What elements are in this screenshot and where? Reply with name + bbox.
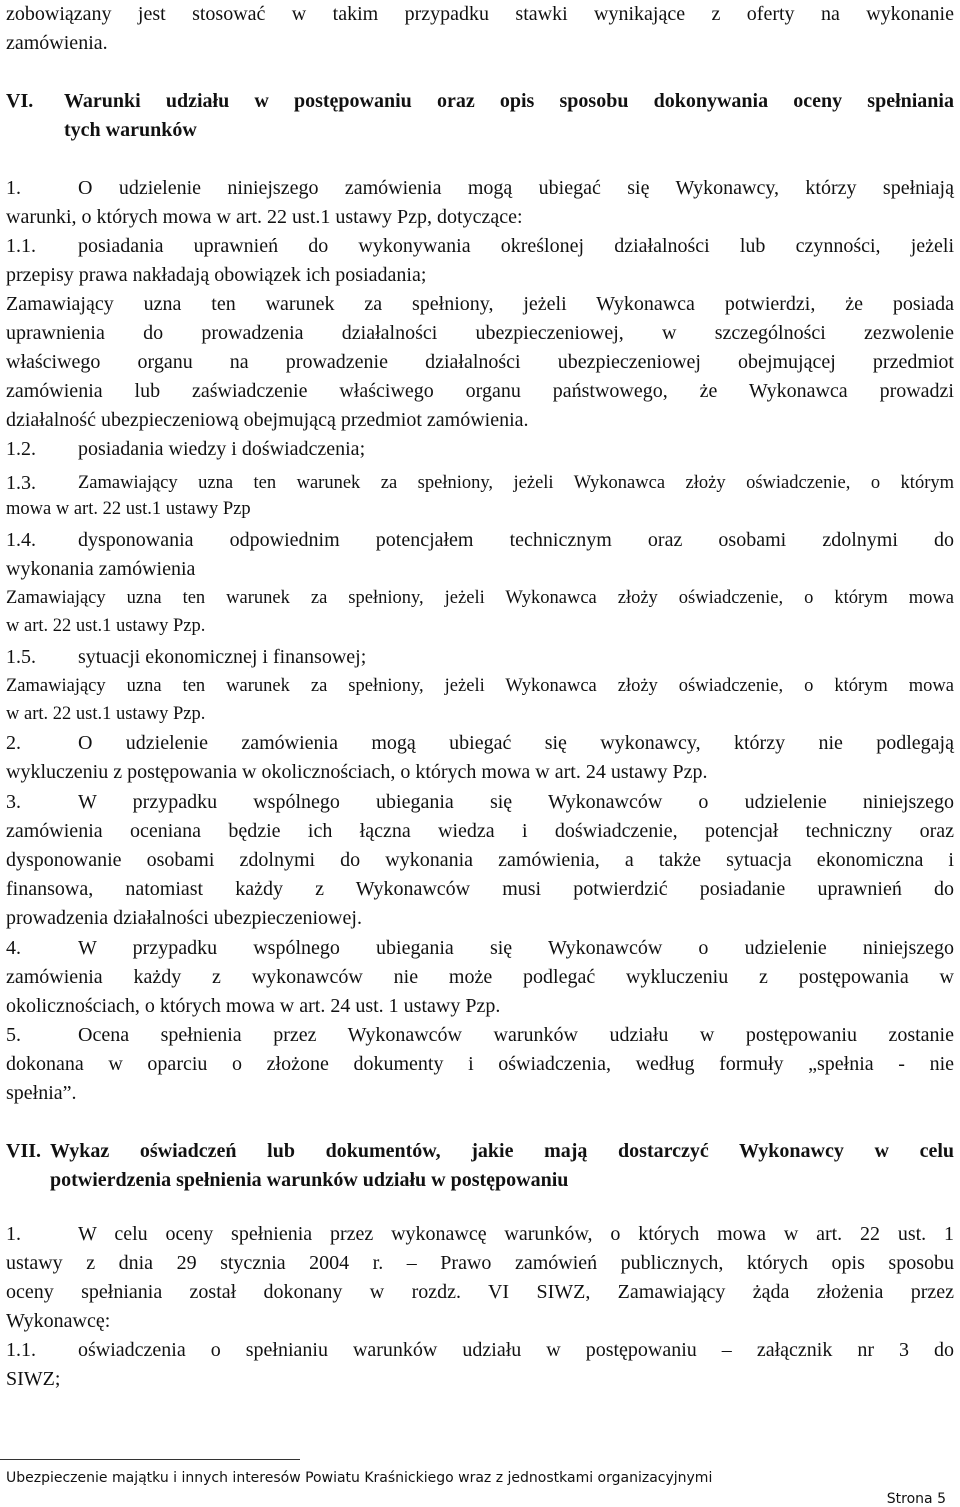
item-4-text-l2: zamówienia każdy z wykonawców nie może podlegać wykluczeniu z postępowania w — [6, 966, 954, 988]
s7-item-1-text: W celu oceny spełnienia przez wykonawcę warunków, o których mowa w art. 22 ust. 1 — [78, 1223, 954, 1245]
intro-line-1: zobowiązany jest stosować w takim przypadku stawki wynikające z oferty na wykonanie — [6, 3, 954, 25]
item-1-5-text-l3: w art. 22 ust.1 ustawy Pzp. — [6, 704, 206, 724]
item-1-3-text-cont: mowa w art. 22 ust.1 ustawy Pzp — [6, 499, 251, 519]
item-2-text: O udzielenie zamówienia mogą ubiegać się wykonawcy, którzy nie podlegają — [78, 732, 954, 754]
item-1-1-text-l5: właściwego organu na prowadzenie działalności ubezpieczeniowej obejmującej przedmiot — [6, 351, 954, 373]
item-1-3-text: Zamawiający uzna ten warunek za spełniony, jeżeli Wykonawca złoży oświadczenie, o którym — [78, 473, 954, 493]
item-4-text-l3: okolicznościach, o których mowa w art. 24 ust. 1 ustawy Pzp. — [6, 995, 501, 1017]
item-1-4-number: 1.4. — [6, 529, 36, 551]
intro-line-2: zamówienia. — [6, 32, 108, 54]
item-1-number: 1. — [6, 177, 21, 199]
item-1-4-text-l2: wykonania zamówienia — [6, 558, 196, 580]
item-2-text-cont: wykluczeniu z postępowania w okolicznościach, o których mowa w art. 24 ustawy Pzp. — [6, 761, 708, 783]
section-6-title: Warunki udziału w postępowaniu oraz opis sposobu dokonywania oceny spełniania — [64, 90, 954, 112]
item-3-text-l3: dysponowanie osobami zdolnymi do wykonania zamówienia, a także sytuacja ekonomiczna i — [6, 849, 954, 871]
item-1-1-text: posiadania uprawnień do wykonywania określonej działalności lub czynności, jeżeli — [78, 235, 954, 257]
item-1-4-text: dysponowania odpowiednim potencjałem technicznym oraz osobami zdolnymi do — [78, 529, 954, 551]
item-4-text: W przypadku wspólnego ubiegania się Wykonawców o udzielenie niniejszego — [78, 937, 954, 959]
item-3-number: 3. — [6, 791, 21, 813]
item-4-number: 4. — [6, 937, 21, 959]
item-1-5-text: sytuacji ekonomicznej i finansowej; — [78, 646, 367, 668]
item-5-text-l2: dokonana w oparciu o złożone dokumenty i oświadczenia, według formuły „spełnia - nie — [6, 1053, 954, 1075]
item-3-text-l5: prowadzenia działalności ubezpieczeniowej. — [6, 907, 362, 929]
section-6-title-cont: tych warunków — [64, 119, 197, 141]
s7-item-1-1-text: oświadczenia o spełnianiu warunków udziału w postępowaniu – załącznik nr 3 do — [78, 1339, 954, 1361]
footer-title: Ubezpieczenie majątku i innych interesów Powiatu Kraśnickiego wraz z jednostkami organizacyjnymi — [6, 1470, 713, 1486]
section-7-title-cont: potwierdzenia spełnienia warunków udziału w postępowaniu — [50, 1169, 569, 1191]
item-1-4-text-l4: w art. 22 ust.1 ustawy Pzp. — [6, 616, 206, 636]
item-3-text-l2: zamówienia oceniana będzie ich łączna wiedza i doświadczenie, potencjał techniczny oraz — [6, 820, 954, 842]
s7-item-1-text-l3: oceny spełniania został dokonany w rozdz. VI SIWZ, Zamawiający żąda złożenia przez — [6, 1281, 954, 1303]
item-1-1-text-l6: zamówienia lub zaświadczenie właściwego organu państwowego, że Wykonawca prowadzi — [6, 380, 954, 402]
item-1-text: O udzielenie niniejszego zamówienia mogą ubiegać się Wykonawcy, którzy spełniają — [78, 177, 954, 199]
page-number: Strona 5 — [886, 1491, 946, 1507]
item-1-text-cont: warunki, o których mowa w art. 22 ust.1 ustawy Pzp, dotyczące: — [6, 206, 523, 228]
item-1-1-text-l3: Zamawiający uzna ten warunek za spełniony, jeżeli Wykonawca potwierdzi, że posiada — [6, 293, 954, 315]
item-1-1-text-l7: działalność ubezpieczeniową obejmującą przedmiot zamówienia. — [6, 409, 529, 431]
s7-item-1-text-l4: Wykonawcę: — [6, 1310, 111, 1332]
s7-item-1-number: 1. — [6, 1223, 21, 1245]
s7-item-1-text-l2: ustawy z dnia 29 stycznia 2004 r. – Prawo zamówień publicznych, których opis sposobu — [6, 1252, 954, 1274]
item-3-text: W przypadku wspólnego ubiegania się Wykonawców o udzielenie niniejszego — [78, 791, 954, 813]
footer-divider — [0, 1459, 300, 1460]
item-1-2-text: posiadania wiedzy i doświadczenia; — [78, 438, 366, 460]
item-1-5-number: 1.5. — [6, 646, 36, 668]
item-1-1-text-l4: uprawnienia do prowadzenia działalności ubezpieczeniowej, w szczególności zezwolenie — [6, 322, 954, 344]
item-1-1-number: 1.1. — [6, 235, 36, 257]
item-2-number: 2. — [6, 732, 21, 754]
item-1-4-text-l3: Zamawiający uzna ten warunek za spełniony, jeżeli Wykonawca złoży oświadczenie, o którym mowa — [6, 588, 954, 608]
item-5-number: 5. — [6, 1024, 21, 1046]
item-1-3-number: 1.3. — [6, 472, 36, 494]
section-7-number: VII. — [6, 1140, 42, 1162]
item-5-text: Ocena spełnienia przez Wykonawców warunków udziału w postępowaniu zostanie — [78, 1024, 954, 1046]
s7-item-1-1-number: 1.1. — [6, 1339, 36, 1361]
item-5-text-l3: spełnia”. — [6, 1082, 77, 1104]
section-7-title: Wykaz oświadczeń lub dokumentów, jakie mają dostarczyć Wykonawcy w celu — [50, 1140, 954, 1162]
item-3-text-l4: finansowa, natomiast każdy z Wykonawców musi potwierdzić posiadanie uprawnień do — [6, 878, 954, 900]
item-1-5-text-l2: Zamawiający uzna ten warunek za spełniony, jeżeli Wykonawca złoży oświadczenie, o którym mowa — [6, 676, 954, 696]
item-1-1-text-l2: przepisy prawa nakładają obowiązek ich posiadania; — [6, 264, 427, 286]
item-1-2-number: 1.2. — [6, 438, 36, 460]
section-6-number: VI. — [6, 90, 34, 112]
s7-item-1-1-text-cont: SIWZ; — [6, 1368, 61, 1390]
